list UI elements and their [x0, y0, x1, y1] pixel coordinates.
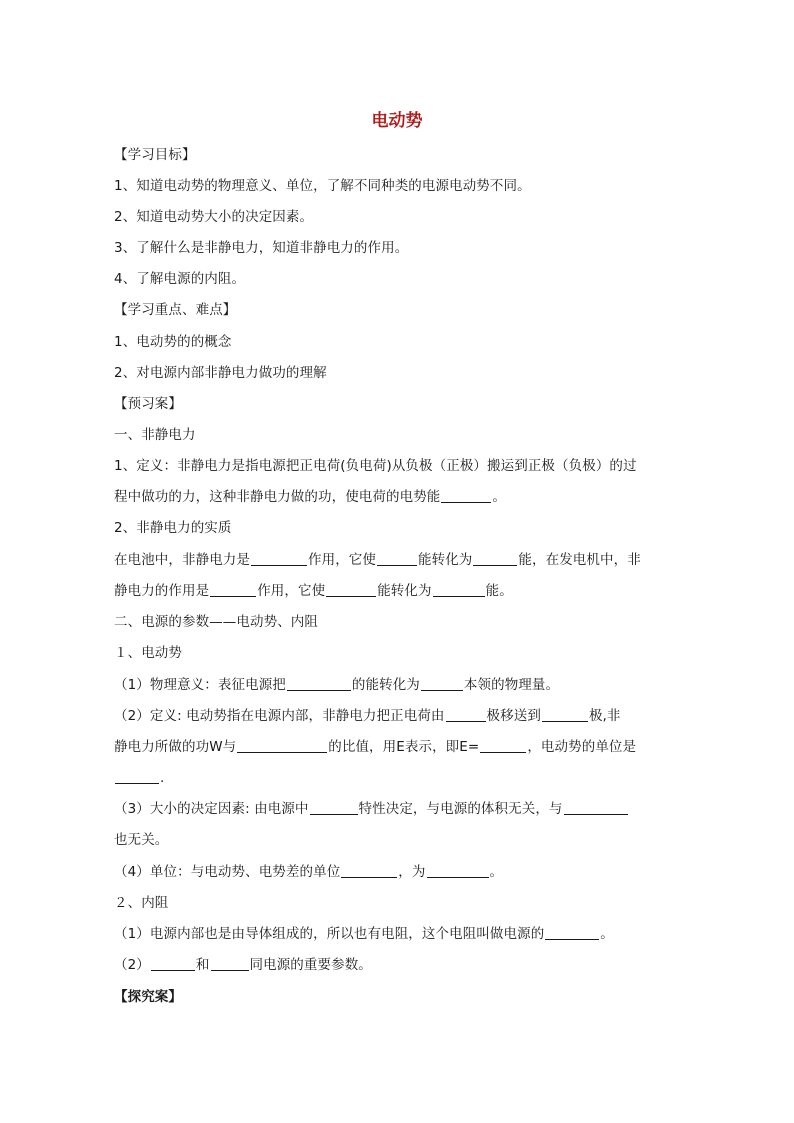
- fill-blank[interactable]: [237, 738, 327, 753]
- text-segment: 极,非: [588, 708, 621, 724]
- goal-item: 2、知道电动势大小的决定因素。: [114, 209, 314, 225]
- resistance-heading: ２、内阻: [114, 895, 169, 911]
- text-segment: 本领的物理量。: [463, 677, 560, 693]
- fill-blank[interactable]: [441, 488, 491, 503]
- text-segment: 。: [492, 489, 507, 505]
- text-segment: 。: [489, 864, 504, 880]
- part2-heading: 二、电源的参数——电动势、内阻: [114, 614, 318, 630]
- text-segment: ，电动势的单位是: [527, 739, 637, 755]
- text-segment: 能转化为: [377, 583, 432, 599]
- goal-item: 3、了解什么是非静电力，知道非静电力的作用。: [114, 240, 409, 256]
- text-segment: 的能转化为: [351, 677, 420, 693]
- goals-heading: 【学习目标】: [114, 147, 196, 163]
- text-segment: （1）电源内部也是由导体组成的，所以也有电阻，这个电阻叫做电源的: [114, 926, 545, 942]
- text-segment: （2）定义: 电动势指在电源内部，非静电力把正电荷由: [114, 708, 445, 724]
- fill-blank[interactable]: [251, 551, 307, 566]
- text-segment: 在电池中，非静电力是: [114, 552, 250, 568]
- emf-factors-line2: 也无关。: [114, 832, 169, 848]
- emf-definition-line1: [114, 706, 621, 726]
- fill-blank[interactable]: [480, 738, 526, 753]
- goal-item: 1、知道电动势的物理意义、单位，了解不同种类的电源电动势不同。: [114, 178, 531, 194]
- fill-blank[interactable]: [473, 551, 517, 566]
- fill-blank[interactable]: [564, 800, 628, 815]
- text-segment: .: [160, 770, 165, 786]
- p1-definition-line1: 1、定义：非静电力是指电源把正电荷(负电荷)从负极（正极）搬运到正极（负极）的过: [114, 458, 637, 474]
- text-segment: 能转化为: [418, 552, 473, 568]
- text-segment: 极移送到: [486, 708, 541, 724]
- fill-blank[interactable]: [433, 582, 485, 597]
- fill-blank[interactable]: [545, 925, 599, 940]
- text-segment: （1）物理意义：表征电源把: [114, 677, 286, 693]
- text-segment: 作用，它使: [308, 552, 376, 568]
- emf-heading: １、电动势: [114, 645, 182, 661]
- fill-blank[interactable]: [377, 551, 417, 566]
- text-segment: 和: [195, 957, 210, 973]
- resistance-line2: [114, 955, 372, 975]
- text-segment: （2）: [114, 957, 150, 973]
- p1-nature-line2: [114, 581, 513, 601]
- fill-blank[interactable]: [310, 800, 358, 815]
- fill-blank[interactable]: [287, 676, 351, 691]
- key-heading: 【学习重点、难点】: [114, 302, 237, 318]
- fill-blank[interactable]: [115, 769, 159, 784]
- emf-definition-line3: [114, 768, 164, 788]
- fill-blank[interactable]: [326, 582, 376, 597]
- goal-item: 4、了解电源的内阻。: [114, 271, 246, 287]
- p1-nature-line1: [114, 550, 641, 570]
- text-segment: 静电力的作用是: [114, 583, 210, 599]
- fill-blank[interactable]: [427, 863, 489, 878]
- emf-unit: [114, 862, 503, 882]
- resistance-line1: [114, 924, 614, 944]
- text-segment: 同电源的重要参数。: [249, 957, 372, 973]
- explore-heading: 【探究案】: [114, 989, 182, 1005]
- fill-blank[interactable]: [210, 582, 256, 597]
- text-segment: 的比值，用E表示，即E=: [328, 739, 480, 755]
- text-segment: （3）大小的决定因素: 由电源中: [114, 801, 309, 817]
- fill-blank[interactable]: [151, 956, 195, 971]
- text-segment: 能，在发电机中，非: [518, 552, 641, 568]
- part1-heading: 一、非静电力: [114, 427, 196, 443]
- fill-blank[interactable]: [211, 956, 249, 971]
- fill-blank[interactable]: [421, 676, 463, 691]
- emf-meaning: [114, 675, 559, 695]
- emf-factors-line1: [114, 799, 629, 819]
- page-title: 电动势: [371, 111, 423, 131]
- text-segment: 静电力所做的功W与: [114, 739, 237, 755]
- text-segment: ，为: [398, 864, 426, 880]
- key-item: 1、电动势的的概念: [114, 334, 232, 350]
- text-segment: （4）单位：与电动势、电势差的单位: [114, 864, 341, 880]
- text-segment: 程中做功的力，这种非静电力做的功，使电荷的电势能: [114, 489, 441, 505]
- fill-blank[interactable]: [341, 863, 397, 878]
- text-segment: 作用，它使: [257, 583, 326, 599]
- fill-blank[interactable]: [446, 707, 486, 722]
- fill-blank[interactable]: [542, 707, 588, 722]
- p1-definition-line2: [114, 487, 506, 507]
- preview-heading: 【预习案】: [114, 396, 182, 412]
- emf-definition-line2: [114, 737, 636, 757]
- p1-nature-heading: 2、非静电力的实质: [114, 520, 232, 536]
- text-segment: 。: [600, 926, 614, 942]
- text-segment: 特性决定，与电源的体积无关，与: [358, 801, 563, 817]
- key-item: 2、对电源内部非静电力做功的理解: [114, 365, 327, 381]
- text-segment: 能。: [485, 583, 513, 599]
